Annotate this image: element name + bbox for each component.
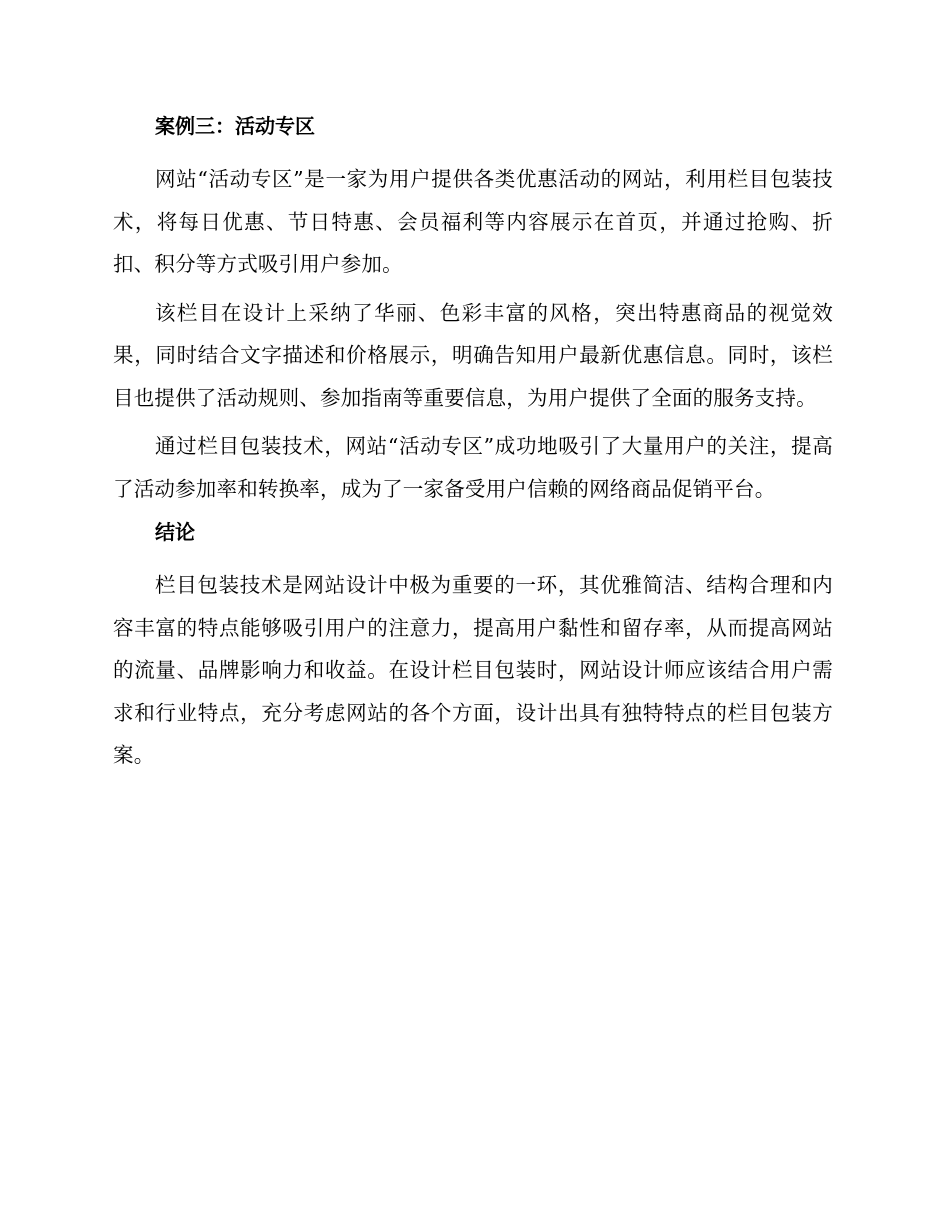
section-heading-case-three: 案例三：活动专区 [155, 114, 315, 138]
document-body [113, 110, 833, 783]
paragraph-conclusion: 栏目包装技术是网站设计中极为重要的一环，其优雅简洁、结构合理和内容丰富的特点能够吸引用户的注意力，提高用户黏性和留存率，从而提高网站的流量、品牌影响力和收益。在设计栏目包装时，网站设计师应该结合用户需求和行业特点，充分考虑网站的各个方面，设计出具有独特特点的栏目包装方案。 [113, 573, 833, 767]
paragraph-case-intro: 网站“活动专区”是一家为用户提供各类优惠活动的网站，利用栏目包装技术，将每日优惠、节日特惠、会员福利等内容展示在首页，并通过抢购、折扣、积分等方式吸引用户参加。 [113, 167, 833, 276]
section-heading-conclusion: 结论 [155, 520, 195, 544]
paragraph-case-design: 该栏目在设计上采纳了华丽、色彩丰富的风格，突出特惠商品的视觉效果，同时结合文字描述和价格展示，明确告知用户最新优惠信息。同时，该栏目也提供了活动规则、参加指南等重要信息，为用户提供了全面的服务支持。 [113, 300, 833, 410]
paragraph-case-result: 通过栏目包装技术，网站“活动专区”成功地吸引了大量用户的关注，提高了活动参加率和转换率，成为了一家备受用户信赖的网络商品促销平台。 [113, 434, 833, 501]
